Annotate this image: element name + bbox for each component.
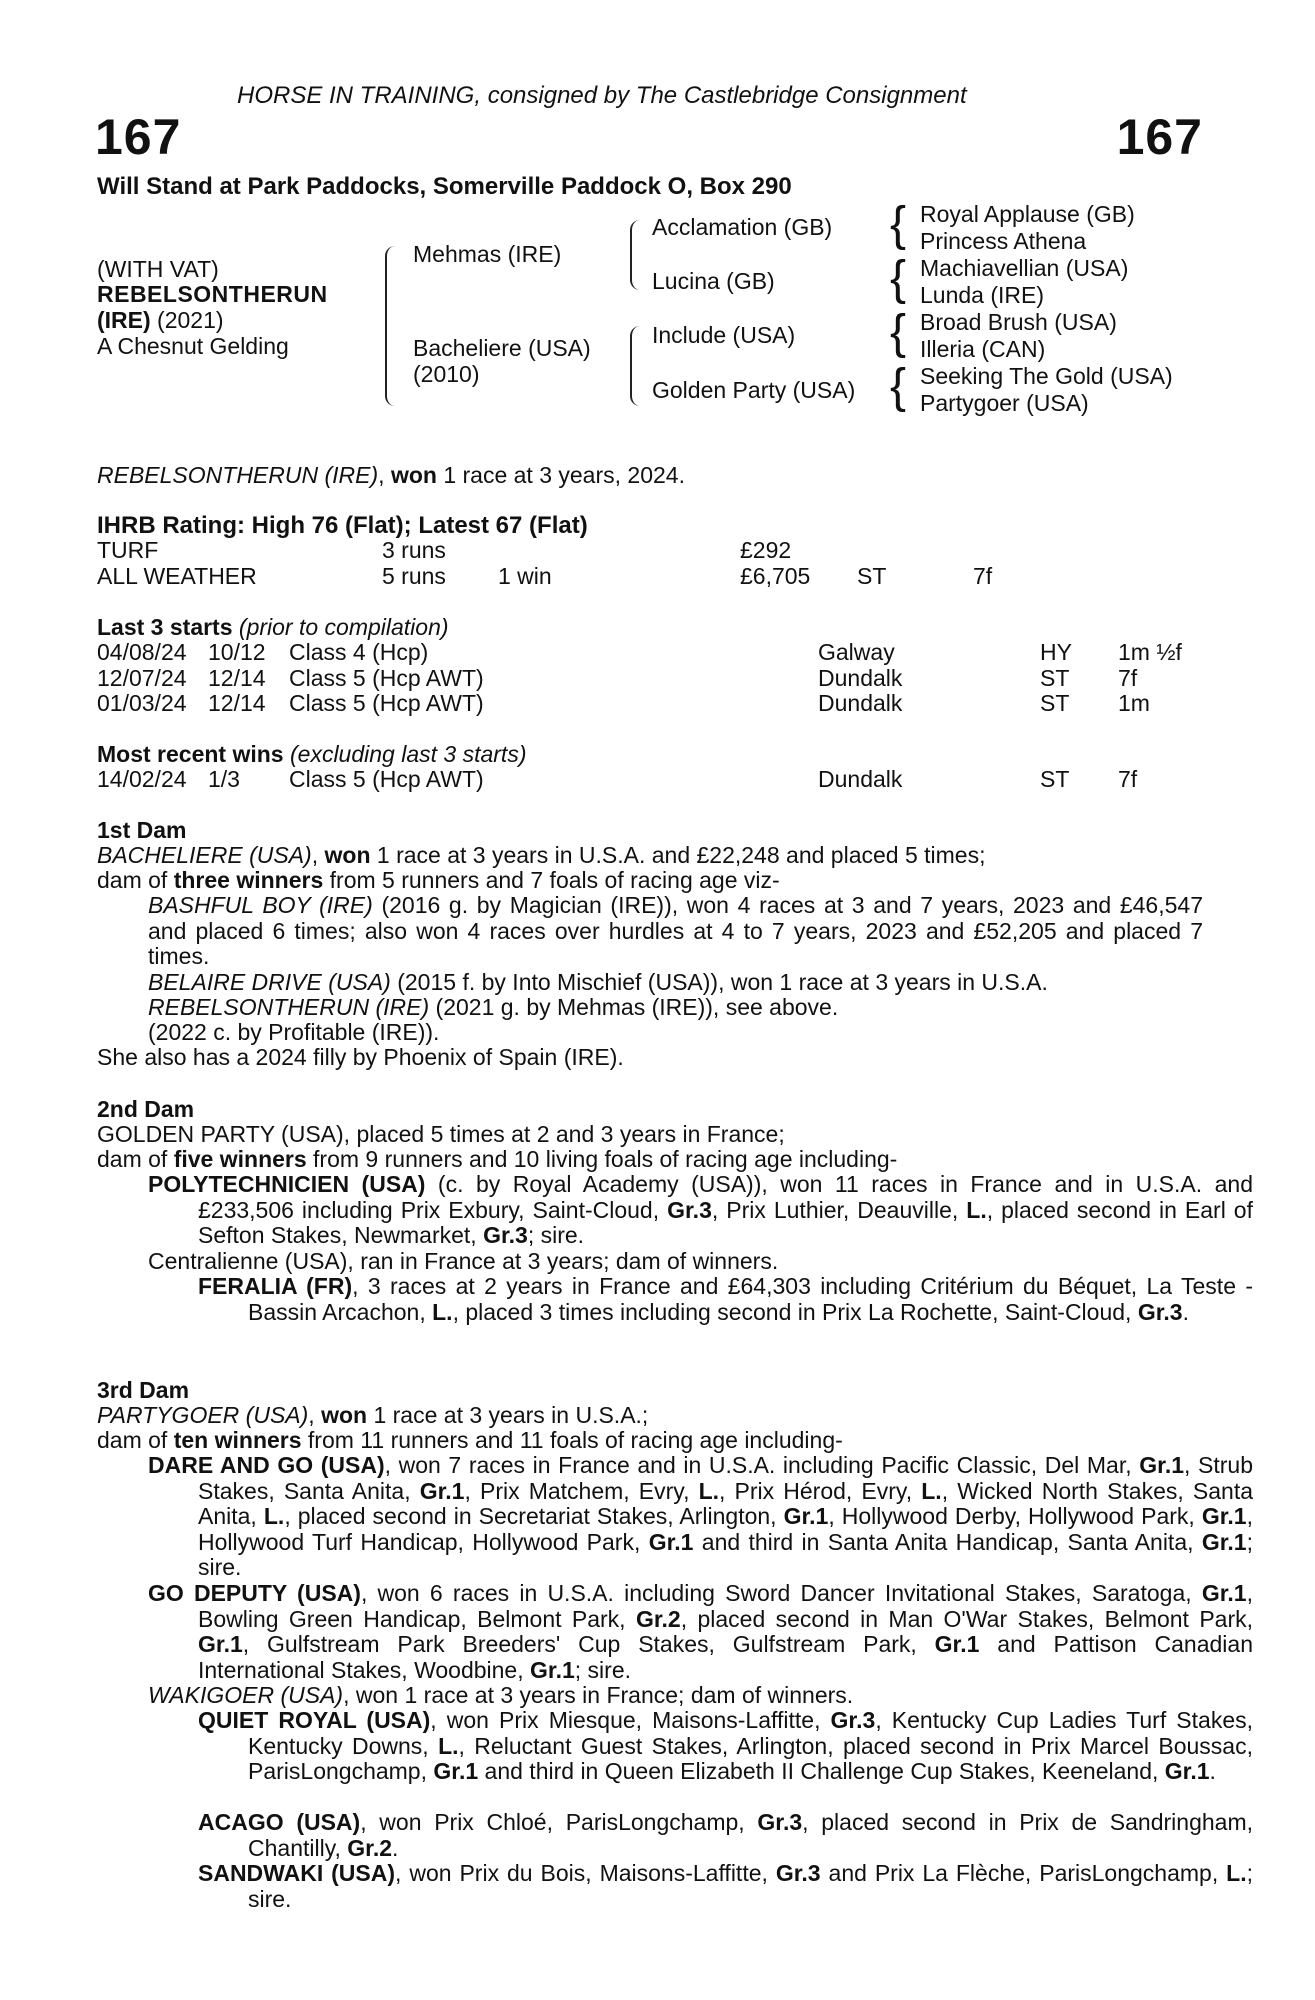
horse-description: A Chesnut Gelding (97, 333, 289, 359)
dam3-winners: ten winners (173, 1427, 302, 1453)
brace-generation1 (385, 246, 397, 406)
listed-badge: L. (698, 1477, 720, 1504)
horse-country-year (97, 308, 224, 334)
dam-sire: Include (USA) (652, 322, 796, 348)
rating-runs-cell: 3 runs (382, 537, 446, 563)
progeny-text: and Pattison Canadian International Stakes, Woodbine, (198, 1631, 1254, 1683)
last-start-going-cell: ST (1040, 690, 1070, 716)
centralienne-line: Centralienne (USA), ran in France at 3 years; dam of winners. (148, 1248, 779, 1274)
ancestor-7: Seeking The Gold (USA) (920, 363, 1173, 389)
brace-sire (630, 220, 640, 290)
rating-runs-cell: 5 runs (382, 562, 446, 589)
progeny-go-deputy (148, 1581, 1253, 1683)
stable-location: Will Stand at Park Paddocks, Somerville Paddock O, Box 290 (97, 173, 792, 200)
grade-badge: Gr.3 (483, 1222, 528, 1248)
progeny-name: GO DEPUTY (USA) (148, 1580, 361, 1606)
dam1-title: 1st Dam (97, 817, 187, 843)
progeny-text: , won 1 race at 3 years in France; dam of winners. (343, 1682, 854, 1708)
rating-going-cell: ST (857, 562, 887, 589)
last-start-pos-cell: 12/14 (208, 664, 266, 691)
progeny-text: , Gulfstream Park Breeders' Cup Stakes, Gulfstream Park, (242, 1631, 935, 1657)
sire-dam: Lucina (GB) (652, 268, 775, 294)
recent-wins-heading (97, 742, 526, 768)
horse-country: (IRE) (97, 307, 151, 333)
dam1-l2c: from 5 runners and 7 foals of racing age viz- (323, 867, 780, 893)
progeny-text: (2015 f. by Into Mischief (USA)), won 1 race at 3 years in U.S.A. (390, 969, 1048, 995)
dam3-won: won (321, 1402, 368, 1428)
brace-g3: { (890, 306, 907, 359)
recent-win-pos-cell: 1/3 (208, 766, 240, 792)
last-start-class-cell: Class 4 (Hcp) (289, 639, 429, 665)
progeny-text: ; sire. (527, 1222, 585, 1248)
last-start-pos-cell: 12/14 (208, 690, 266, 716)
recent-win-dist-cell: 7f (1118, 766, 1138, 792)
last-start-dist-cell: 7f (1118, 664, 1138, 691)
sire-sire: Acclamation (GB) (652, 214, 833, 240)
progeny-text: and third in Santa Anita Handicap, Santa Anita, (693, 1528, 1202, 1555)
progeny-text: (c. by Royal Academy (USA)), won 11 races in France and in U.S.A. and £233,506 including Prix Exbury, Saint-Cloud, (198, 1171, 1253, 1223)
grade-badge: Gr.1 (1201, 1580, 1247, 1606)
progeny-text: , placed second in Earl of Sefton Stakes, Newmarket, (198, 1196, 1253, 1248)
ancestor-6: Illeria (CAN) (920, 336, 1046, 362)
progeny-text: ; sire. (248, 1860, 1253, 1912)
last-start-course-cell: Dundalk (818, 690, 903, 716)
ancestor-1: Royal Applause (GB) (920, 201, 1135, 227)
progeny-text: . (1182, 1298, 1189, 1325)
grade-badge: Gr.1 (1139, 1452, 1185, 1478)
last-start-date-cell: 04/08/24 (97, 639, 187, 665)
progeny-name: FERALIA (FR) (198, 1273, 353, 1299)
progeny-text: , Wicked North Stakes, Santa Anita, (198, 1477, 1253, 1529)
listed-badge: L. (263, 1503, 285, 1529)
last-starts-title: Last 3 starts (97, 614, 233, 640)
last-start-class-cell: Class 5 (Hcp AWT) (289, 690, 484, 716)
progeny-rebelsontherun (148, 995, 838, 1021)
progeny-text: . (1209, 1758, 1216, 1784)
recent-win-course-cell: Dundalk (818, 766, 903, 792)
progeny-name: SANDWAKI (USA) (198, 1860, 396, 1886)
progeny-text: , won 6 races in U.S.A. including Sword Dancer Invitational Stakes, Saratoga, (360, 1580, 1202, 1606)
recent-win-class-cell: Class 5 (Hcp AWT) (289, 766, 484, 792)
last-start-date-cell: 01/03/24 (97, 690, 187, 716)
dam1-rest: 1 race at 3 years in U.S.A. and £22,248 and placed 5 times; (370, 842, 986, 868)
grade-badge: Gr.1 (530, 1656, 575, 1683)
recent-wins-note: (excluding last 3 starts) (283, 741, 527, 767)
grade-badge: Gr.1 (934, 1631, 980, 1657)
horse-name: REBELSONTHERUN (97, 281, 328, 307)
dam3-name: PARTYGOER (USA) (97, 1402, 309, 1428)
progeny-name: REBELSONTHERUN (IRE) (148, 994, 430, 1020)
progeny-name: POLYTECHNICIEN (USA) (148, 1171, 426, 1197)
progeny-name: BASHFUL BOY (IRE) (148, 892, 373, 918)
dam2-winners: five winners (173, 1146, 307, 1172)
progeny-bashful-boy (148, 893, 1203, 970)
progeny-belaire-drive (148, 970, 1048, 996)
rating-dist-cell: 7f (973, 562, 993, 589)
progeny-text: (2021 g. by Mehmas (IRE)), see above. (429, 994, 839, 1020)
ancestor-3: Machiavellian (USA) (920, 255, 1129, 281)
progeny-text: , won Prix du Bois, Maisons-Laffitte, (395, 1860, 776, 1886)
race-summary: REBELSONTHERUN (IRE), won 1 race at 3 years, 2024. (97, 462, 685, 488)
grade-badge: Gr.3 (830, 1707, 876, 1733)
progeny-text: (2016 g. by Magician (IRE)), won 4 races at 3 and 7 years, 2023 and £46,547 and placed 6 times; also won 4 races over hurdles at 4 to 7 years, 2023 and £52,205 and placed 7 times. (148, 892, 1203, 969)
grade-badge: Gr.1 (419, 1477, 465, 1504)
listed-badge: L. (966, 1196, 987, 1223)
grade-badge: Gr.1 (1201, 1528, 1247, 1555)
grade-badge: Gr.1 (783, 1503, 829, 1529)
dam2-title: 2nd Dam (97, 1096, 195, 1122)
ancestor-4: Lunda (IRE) (920, 282, 1045, 308)
progeny-text: , Bowling Green Handicap, Belmont Park, (198, 1580, 1253, 1632)
progeny-text: , won Prix Chloé, ParisLongchamp, (360, 1809, 758, 1835)
progeny-text: , Strub Stakes, Santa Anita, (198, 1452, 1253, 1504)
summary-rest: 1 race at 3 years, 2024. (436, 462, 685, 488)
progeny-text: , Hollywood Turf Handicap, Hollywood Park, (198, 1503, 1253, 1555)
dam3-title: 3rd Dam (97, 1377, 190, 1403)
last-start-going-cell: HY (1040, 639, 1072, 665)
last-start-course-cell: Galway (818, 639, 895, 665)
dam1-winners: three winners (173, 867, 324, 893)
progeny-text: , Prix Matchem, Evry, (464, 1477, 699, 1504)
progeny-quiet-royal (198, 1708, 1253, 1785)
horse-year: (2021) (150, 307, 224, 333)
brace-g1: { (890, 198, 907, 251)
dam1-filly-note: She also has a 2024 filly by Phoenix of Spain (IRE). (97, 1044, 624, 1070)
grade-badge: Gr.3 (667, 1196, 712, 1223)
dam3-line2 (97, 1428, 843, 1454)
consignor-line: HORSE IN TRAINING, consigned by The Castlebridge Consignment (237, 82, 967, 109)
progeny-text: , placed second in Secretariat Stakes, Arlington, (284, 1503, 784, 1529)
ancestor-5: Broad Brush (USA) (920, 309, 1117, 335)
grade-badge: Gr.3 (1137, 1298, 1183, 1325)
progeny-text: , Prix Hérod, Evry, (719, 1477, 922, 1504)
rating-surface-cell: TURF (97, 537, 159, 563)
dam2-line1: GOLDEN PARTY (USA), placed 5 times at 2 and 3 years in France; (97, 1121, 785, 1147)
brace-dam (630, 326, 640, 406)
rating-surface-cell: ALL WEATHER (97, 562, 257, 589)
progeny-text: , won Prix Miesque, Maisons-Laffitte, (430, 1707, 831, 1733)
vat-note: (WITH VAT) (97, 256, 219, 282)
last-starts-heading (97, 615, 449, 641)
rating-title: IHRB Rating: High 76 (Flat); Latest 67 (Flat) (97, 512, 588, 539)
progeny-name: DARE AND GO (USA) (148, 1452, 385, 1478)
last-start-date-cell: 12/07/24 (97, 664, 187, 691)
summary-horse: REBELSONTHERUN (IRE) (97, 462, 379, 488)
lot-number-right: 167 (1116, 109, 1203, 165)
progeny-text: , Reluctant Guest Stakes, Arlington, placed second in Prix Marcel Boussac, ParisLongchamp, (248, 1732, 1253, 1784)
last-start-pos-cell: 10/12 (208, 639, 266, 665)
dam2-line2 (97, 1147, 897, 1173)
lot-number-left: 167 (95, 109, 182, 165)
dam3-rest: 1 race at 3 years in U.S.A.; (367, 1402, 649, 1428)
recent-win-date-cell: 14/02/24 (97, 766, 187, 792)
grade-badge: Gr.1 (1201, 1503, 1247, 1529)
grade-badge: Gr.2 (347, 1834, 393, 1861)
progeny-text: . (392, 1834, 399, 1861)
dam2-l2c: from 9 runners and 10 living foals of racing age including- (306, 1146, 898, 1172)
dam1-line1: BACHELIERE (USA), won 1 race at 3 years in U.S.A. and £22,248 and placed 5 times; (97, 842, 986, 868)
last-start-class-cell: Class 5 (Hcp AWT) (289, 664, 484, 691)
rating-prize-cell: £292 (740, 537, 792, 563)
progeny-text: and third in Queen Elizabeth II Challenge Cup Stakes, Keeneland, (478, 1758, 1165, 1784)
dam: Bacheliere (USA) (413, 335, 591, 361)
progeny-sandwaki (198, 1861, 1253, 1912)
progeny-text: , placed second in Man O'War Stakes, Belmont Park, (680, 1605, 1253, 1632)
dam-dam: Golden Party (USA) (652, 377, 856, 403)
progeny-acago (198, 1810, 1253, 1861)
progeny-2022-colt: (2022 c. by Profitable (IRE)). (148, 1019, 440, 1045)
progeny-text: , won 7 races in France and in U.S.A. including Pacific Classic, Del Mar, (384, 1452, 1140, 1478)
grade-badge: Gr.3 (757, 1809, 803, 1835)
progeny-text: , Prix Luthier, Deauville, (711, 1196, 967, 1223)
progeny-text: and Prix La Flèche, ParisLongchamp, (820, 1860, 1227, 1886)
listed-badge: L. (921, 1477, 942, 1504)
dam3-l2a: dam of (97, 1427, 174, 1453)
grade-badge: Gr.1 (648, 1528, 694, 1555)
dam1-name: BACHELIERE (USA) (97, 842, 312, 868)
progeny-text: ; sire. (198, 1528, 1253, 1580)
listed-badge: L. (438, 1732, 459, 1759)
last-start-course-cell: Dundalk (818, 664, 903, 691)
ancestor-8: Partygoer (USA) (920, 390, 1089, 416)
progeny-polytechnicien (148, 1172, 1253, 1249)
dam1-won: won (324, 842, 371, 868)
ancestor-2: Princess Athena (920, 228, 1087, 254)
rating-prize-cell: £6,705 (740, 562, 811, 589)
dam3-line1: PARTYGOER (USA), won 1 race at 3 years in U.S.A.; (97, 1402, 649, 1428)
dam1-l2a: dam of (97, 867, 174, 893)
brace-g4: { (890, 360, 907, 413)
progeny-text: , 3 races at 2 years in France and £64,303 including Critérium du Béquet, La Teste - Bassin Arcachon, (248, 1273, 1253, 1325)
grade-badge: Gr.2 (635, 1605, 681, 1632)
progeny-feralia (198, 1274, 1253, 1325)
recent-wins-title: Most recent wins (97, 741, 284, 767)
progeny-text: ; sire. (574, 1656, 632, 1683)
summary-won: won (390, 462, 437, 488)
progeny-name: QUIET ROYAL (USA) (198, 1707, 431, 1733)
last-starts-note: (prior to compilation) (232, 614, 449, 640)
dam1-line2 (97, 868, 780, 894)
progeny-text: , Kentucky Cup Ladies Turf Stakes, Kentucky Downs, (248, 1707, 1253, 1759)
recent-win-going-cell: ST (1040, 766, 1070, 792)
wakigoer-line (148, 1683, 853, 1709)
dam-year: (2010) (413, 361, 480, 387)
progeny-dare-and-go (148, 1453, 1253, 1581)
progeny-name: ACAGO (USA) (198, 1809, 361, 1835)
progeny-name: WAKIGOER (USA) (148, 1682, 344, 1708)
grade-badge: Gr.3 (775, 1860, 821, 1886)
grade-badge: Gr.1 (433, 1758, 479, 1784)
rating-wins-cell: 1 win (498, 562, 552, 589)
dam3-l2c: from 11 runners and 11 foals of racing age including- (301, 1427, 843, 1453)
progeny-text: , placed 3 times including second in Prix La Rochette, Saint-Cloud, (452, 1298, 1138, 1325)
grade-badge: Gr.1 (1164, 1758, 1210, 1784)
last-start-dist-cell: 1m ½f (1118, 639, 1182, 665)
last-start-dist-cell: 1m (1118, 690, 1150, 716)
progeny-text: , placed second in Prix de Sandringham, Chantilly, (248, 1809, 1253, 1861)
listed-badge: L. (432, 1298, 453, 1325)
progeny-name: BELAIRE DRIVE (USA) (148, 969, 391, 995)
last-start-going-cell: ST (1040, 664, 1070, 691)
listed-badge: L. (1226, 1860, 1247, 1886)
sire: Mehmas (IRE) (413, 241, 562, 267)
grade-badge: Gr.1 (198, 1631, 243, 1657)
brace-g2: { (890, 252, 907, 305)
dam2-l2a: dam of (97, 1146, 174, 1172)
progeny-text: , Hollywood Derby, Hollywood Park, (828, 1503, 1202, 1529)
